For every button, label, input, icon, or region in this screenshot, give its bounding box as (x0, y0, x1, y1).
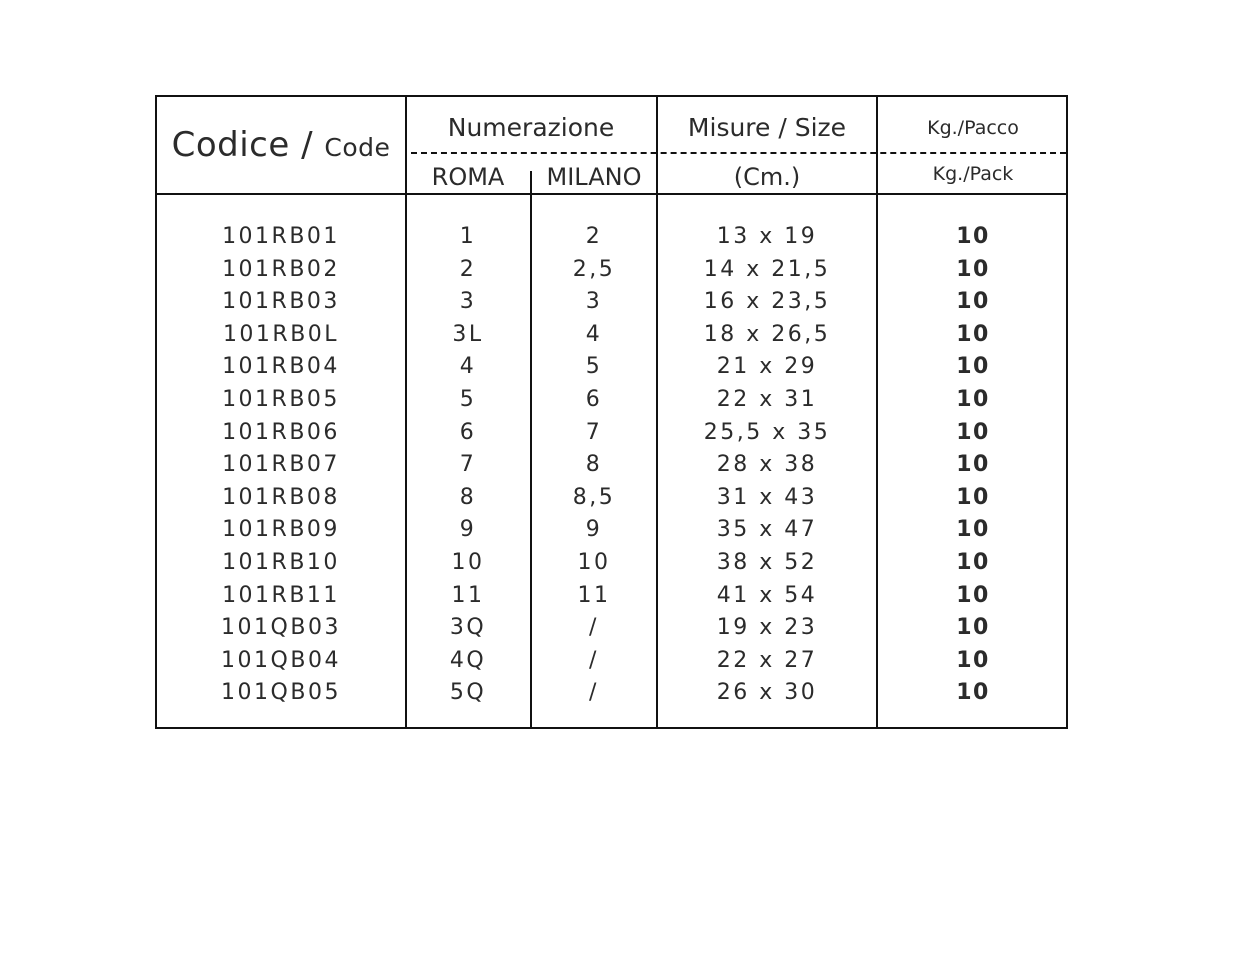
cell-roma: 3Q (449, 615, 487, 641)
cell-size: 16 x 23,5 (703, 289, 831, 315)
cell-roma: 11 (451, 582, 485, 608)
table-row (157, 351, 1066, 384)
cell-size: 18 x 26,5 (703, 321, 831, 347)
cell-roma: 3L (452, 321, 484, 347)
cell-kg: 10 (956, 615, 990, 641)
header-numerazione: Numerazione (447, 113, 615, 142)
header-kg-pack: Kg./Pack (932, 163, 1014, 185)
table-row (157, 482, 1066, 515)
cell-code: 101RB10 (222, 549, 340, 575)
table-row (157, 645, 1066, 678)
cell-milano: 8,5 (572, 484, 616, 510)
cell-milano: / (589, 615, 599, 641)
header-misure: Misure / Size (687, 113, 847, 142)
cell-size: 28 x 38 (716, 452, 818, 478)
cell-size: 14 x 21,5 (703, 256, 831, 282)
cell-kg: 10 (956, 386, 990, 412)
cell-code: 101QB04 (221, 647, 341, 673)
cell-code: 101RB01 (222, 224, 340, 249)
cell-code: 101RB06 (222, 419, 340, 445)
table-row (157, 449, 1066, 482)
cell-milano: / (589, 647, 599, 673)
cell-kg: 10 (956, 647, 990, 673)
cell-kg: 10 (956, 582, 990, 608)
header-code (157, 125, 405, 165)
table-row (157, 319, 1066, 352)
cell-kg: 10 (956, 419, 990, 445)
header-bottom-line (157, 193, 1066, 195)
cell-kg: 10 (956, 321, 990, 347)
cell-milano: 5 (585, 354, 603, 380)
header-code-sub: Code (324, 133, 391, 162)
cell-roma: 3 (459, 289, 477, 315)
table-row (157, 547, 1066, 580)
cell-roma: 5 (459, 386, 477, 412)
table-row (157, 286, 1066, 319)
cell-kg: 10 (956, 354, 990, 380)
cell-milano: 3 (585, 289, 603, 315)
cell-roma: 6 (459, 419, 477, 445)
cell-code: 101RB05 (222, 386, 340, 412)
size-table (155, 95, 1068, 729)
cell-milano: 9 (585, 517, 603, 543)
cell-kg: 10 (956, 289, 990, 315)
header-milano: MILANO (546, 163, 642, 191)
cell-milano: 10 (577, 549, 611, 575)
cell-milano: 2 (585, 224, 603, 249)
cell-size: 22 x 27 (716, 647, 818, 673)
header-roma: ROMA (431, 163, 505, 191)
cell-roma: 9 (459, 517, 477, 543)
cell-size: 26 x 30 (716, 680, 818, 706)
cell-code: 101RB09 (222, 517, 340, 543)
cell-milano: 6 (585, 386, 603, 412)
table-row (157, 221, 1066, 254)
cell-roma: 10 (451, 549, 485, 575)
cell-code: 101RB0L (222, 321, 340, 347)
cell-size: 31 x 43 (716, 484, 818, 510)
table-body (157, 221, 1066, 710)
cell-roma: 4 (459, 354, 477, 380)
cell-code: 101QB03 (221, 615, 341, 641)
cell-milano: / (589, 680, 599, 706)
cell-kg: 10 (956, 452, 990, 478)
cell-size: 19 x 23 (716, 615, 818, 641)
cell-code: 101QB05 (221, 680, 341, 706)
cell-code: 101RB03 (222, 289, 340, 315)
cell-milano: 7 (585, 419, 603, 445)
cell-kg: 10 (956, 549, 990, 575)
cell-kg: 10 (956, 224, 990, 249)
header-cm: (Cm.) (733, 163, 801, 191)
table-row (157, 580, 1066, 613)
cell-kg: 10 (956, 256, 990, 282)
cell-code: 101RB02 (222, 256, 340, 282)
cell-size: 21 x 29 (716, 354, 818, 380)
table-row (157, 384, 1066, 417)
cell-code: 101RB04 (222, 354, 340, 380)
cell-size: 13 x 19 (716, 224, 818, 249)
cell-roma: 2 (459, 256, 477, 282)
cell-size: 41 x 54 (716, 582, 818, 608)
cell-roma: 8 (459, 484, 477, 510)
table-row (157, 514, 1066, 547)
table-row (157, 677, 1066, 710)
cell-roma: 7 (459, 452, 477, 478)
header-kg-pacco: Kg./Pacco (927, 117, 1019, 139)
cell-size: 25,5 x 35 (703, 419, 831, 445)
cell-code: 101RB08 (222, 484, 340, 510)
cell-milano: 2,5 (572, 256, 616, 282)
cell-kg: 10 (956, 517, 990, 543)
table-row (157, 417, 1066, 450)
cell-milano: 8 (585, 452, 603, 478)
cell-size: 22 x 31 (716, 386, 818, 412)
cell-roma: 4Q (449, 647, 487, 673)
table-row (157, 254, 1066, 287)
cell-milano: 4 (585, 321, 603, 347)
table-row (157, 612, 1066, 645)
cell-kg: 10 (956, 680, 990, 706)
cell-milano: 11 (577, 582, 611, 608)
cell-roma: 5Q (449, 680, 487, 706)
cell-code: 101RB11 (222, 582, 340, 608)
header-code-main: Codice / (171, 125, 325, 165)
cell-code: 101RB07 (222, 452, 340, 478)
cell-size: 38 x 52 (716, 549, 818, 575)
cell-roma: 1 (459, 224, 477, 249)
cell-kg: 10 (956, 484, 990, 510)
header-dashed-line (411, 152, 1066, 154)
cell-size: 35 x 47 (716, 517, 818, 543)
